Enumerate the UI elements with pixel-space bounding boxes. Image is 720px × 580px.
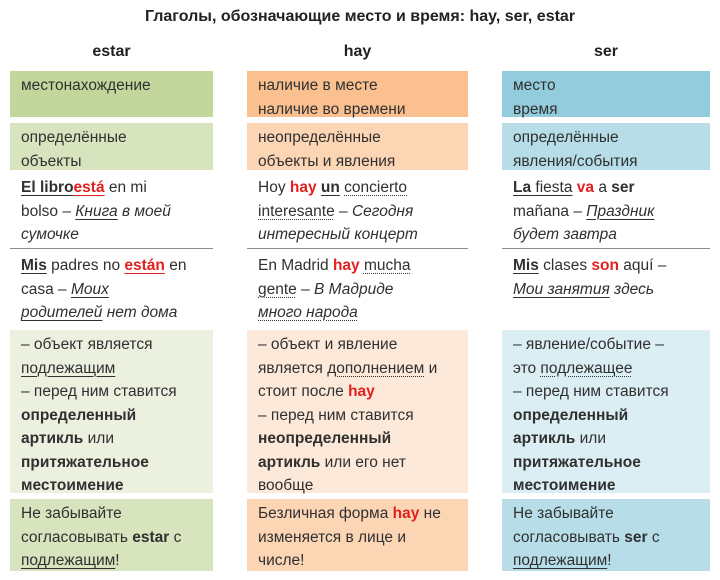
- hay-ex2-text: En Madrid: [258, 257, 333, 274]
- hay-note-line: числе!: [258, 552, 305, 569]
- estar-rule-text: или: [83, 430, 114, 447]
- column-header-ser: ser: [593, 43, 619, 60]
- estar-note-subject: подлежащим: [21, 552, 116, 569]
- ser-rule-cell: [502, 330, 710, 493]
- hay-rule-line: – перед ним ставится: [258, 406, 414, 424]
- hay-rule-verb: hay: [348, 383, 375, 400]
- ser-example-1: [502, 173, 710, 247]
- hay-ex1-noun: concierto: [344, 179, 408, 196]
- hay-example-1: [247, 173, 468, 247]
- estar-rule-line: местоимение: [21, 477, 124, 494]
- estar-rule-subject: подлежащим: [21, 359, 116, 377]
- estar-rule-line: определенный: [21, 406, 137, 424]
- ser-rule-text: или: [575, 430, 606, 447]
- column-header-estar: estar: [92, 43, 131, 60]
- hay-ex2-noun: gente: [258, 280, 297, 298]
- estar-example-1: [10, 173, 213, 247]
- ser-example-2: [502, 251, 710, 325]
- estar-note-text: согласовывать: [21, 528, 133, 546]
- ser-note-line: Не забывайте: [513, 505, 614, 522]
- ser-meaning-text-2: время: [513, 100, 558, 118]
- estar-note-line: Не забывайте: [21, 505, 122, 522]
- estar-example-2: [10, 251, 213, 325]
- ser-ex1-verb: va: [576, 179, 595, 196]
- ser-ex2-subject: Mis: [513, 257, 539, 274]
- estar-ex2-text: padres no: [46, 257, 125, 274]
- ser-ex1-text: mañana –: [513, 202, 587, 220]
- hay-rule-text: является: [258, 359, 328, 377]
- hay-divider: [247, 248, 468, 249]
- ser-ex1-verb: ser: [611, 179, 635, 196]
- ser-note-text: согласовывать: [513, 528, 625, 546]
- column-header-hay: hay: [343, 43, 372, 60]
- ser-ex2-translation: здесь: [609, 280, 654, 298]
- ser-meaning-text-1: место: [513, 77, 556, 94]
- hay-rule-text: и: [424, 359, 438, 377]
- estar-object-text-1: определённые: [21, 129, 127, 146]
- estar-rule-cell: [10, 330, 213, 493]
- estar-note-text: с: [169, 528, 182, 546]
- estar-ex2-translation: Моих: [70, 280, 109, 298]
- estar-rule-line: – перед ним ставится: [21, 383, 177, 400]
- ser-note-text: !: [607, 552, 612, 569]
- estar-ex1-text: en mi: [104, 179, 147, 196]
- ser-note-subject: подлежащим: [513, 552, 608, 569]
- hay-rule-cell: [247, 330, 468, 493]
- hay-rule-line: – объект и явление: [258, 336, 398, 353]
- ser-rule-line: – явление/событие –: [513, 336, 664, 353]
- hay-ex2-translation: В Мадриде: [314, 280, 394, 298]
- ser-ex2-translation: Мои занятия: [513, 280, 610, 298]
- hay-ex2-translation: много народа: [258, 304, 358, 321]
- ser-rule-line: – перед ним ставится: [513, 383, 669, 400]
- estar-meaning-text: местонахождение: [21, 77, 151, 94]
- hay-note-verb: hay: [392, 505, 420, 522]
- hay-note-text: Безличная форма: [258, 505, 393, 522]
- hay-ex2-verb: hay: [332, 257, 360, 274]
- hay-rule-line: вообще: [258, 477, 314, 494]
- page-title: Глаголы, обозначающие место и время: hay, ser, estar: [144, 8, 576, 25]
- ser-rule-line: определенный: [513, 406, 629, 424]
- ser-divider: [502, 248, 710, 249]
- estar-ex2-translation: нет дома: [102, 304, 178, 321]
- ser-ex2-text: aquí –: [618, 257, 667, 274]
- ser-rule-line: притяжательное: [513, 453, 641, 471]
- ser-ex1-noun: fiesta: [531, 179, 573, 196]
- ser-meaning-cell: [502, 71, 710, 117]
- hay-object-cell: [247, 123, 468, 170]
- ser-rule-text: это: [513, 359, 541, 377]
- ser-note-text: с: [647, 528, 660, 546]
- ser-ex1-text: a: [594, 179, 612, 196]
- hay-note-text: не: [419, 505, 441, 522]
- estar-rule-article: артикль: [21, 430, 84, 447]
- ser-object-text-2: явления/события: [513, 152, 638, 170]
- estar-ex2-verb: están: [124, 257, 165, 274]
- ser-ex1-translation: будет завтра: [513, 226, 617, 243]
- estar-note-verb: estar: [132, 528, 170, 546]
- ser-object-cell: [502, 123, 710, 170]
- hay-rule-text: или его нет: [320, 453, 406, 471]
- hay-ex1-text: Hoy: [258, 179, 290, 196]
- hay-ex1-adjective: interesante: [258, 202, 335, 220]
- estar-ex1-verb: está: [73, 179, 105, 196]
- estar-rule-line: – объект является: [21, 336, 153, 353]
- ser-rule-article: артикль: [513, 430, 576, 447]
- estar-note-cell: [10, 499, 213, 571]
- estar-ex1-translation: сумочке: [21, 226, 79, 243]
- estar-ex2-translation: родителей: [21, 304, 103, 321]
- estar-meaning-cell: [10, 71, 213, 117]
- hay-ex1-text: –: [334, 202, 352, 220]
- hay-rule-article: артикль: [258, 453, 321, 471]
- hay-ex2-text: –: [296, 280, 315, 298]
- hay-note-cell: [247, 499, 468, 571]
- ser-note-verb: ser: [624, 528, 648, 546]
- hay-meaning-text-1: наличие в месте: [258, 77, 378, 94]
- hay-example-2: [247, 251, 468, 325]
- ser-ex2-text: clases: [538, 257, 592, 274]
- estar-rule-line: притяжательное: [21, 453, 149, 471]
- estar-ex2-text: en: [164, 257, 187, 274]
- hay-ex1-translation: Сегодня: [351, 202, 414, 220]
- estar-ex1-subject: El libro: [21, 179, 74, 196]
- hay-object-text-1: неопределённые: [258, 129, 381, 146]
- hay-rule-line: неопределенный: [258, 430, 392, 447]
- hay-ex2-quantifier: mucha: [363, 257, 411, 274]
- estar-object-cell: [10, 123, 213, 170]
- hay-meaning-text-2: наличие во времени: [258, 100, 406, 118]
- estar-object-text-2: объекты: [21, 152, 82, 170]
- ser-ex2-verb: son: [591, 257, 619, 274]
- estar-divider: [10, 248, 213, 249]
- hay-ex1-article: un: [320, 179, 340, 196]
- estar-ex1-translation: Книга: [75, 202, 118, 220]
- hay-meaning-cell: [247, 71, 468, 117]
- hay-note-line: изменяется в лице и: [258, 528, 407, 546]
- ser-object-text-1: определённые: [513, 129, 619, 146]
- hay-rule-complement: дополнением: [327, 359, 425, 377]
- ser-rule-line: местоимение: [513, 477, 616, 494]
- estar-ex1-text: bolso –: [21, 202, 76, 220]
- ser-ex1-article: La: [513, 179, 532, 196]
- ser-rule-subject: подлежащее: [540, 359, 633, 377]
- estar-ex1-translation: в моей: [117, 202, 171, 220]
- hay-ex1-translation: интересный концерт: [258, 226, 418, 243]
- estar-note-text: !: [115, 552, 120, 569]
- hay-rule-text: стоит после: [258, 383, 349, 400]
- estar-ex2-subject: Mis: [21, 257, 47, 274]
- estar-ex2-text: casa –: [21, 280, 71, 298]
- ser-ex1-translation: Праздник: [586, 202, 655, 220]
- ser-note-cell: [502, 499, 710, 571]
- hay-object-text-2: объекты и явления: [258, 152, 396, 170]
- hay-ex1-verb: hay: [289, 179, 317, 196]
